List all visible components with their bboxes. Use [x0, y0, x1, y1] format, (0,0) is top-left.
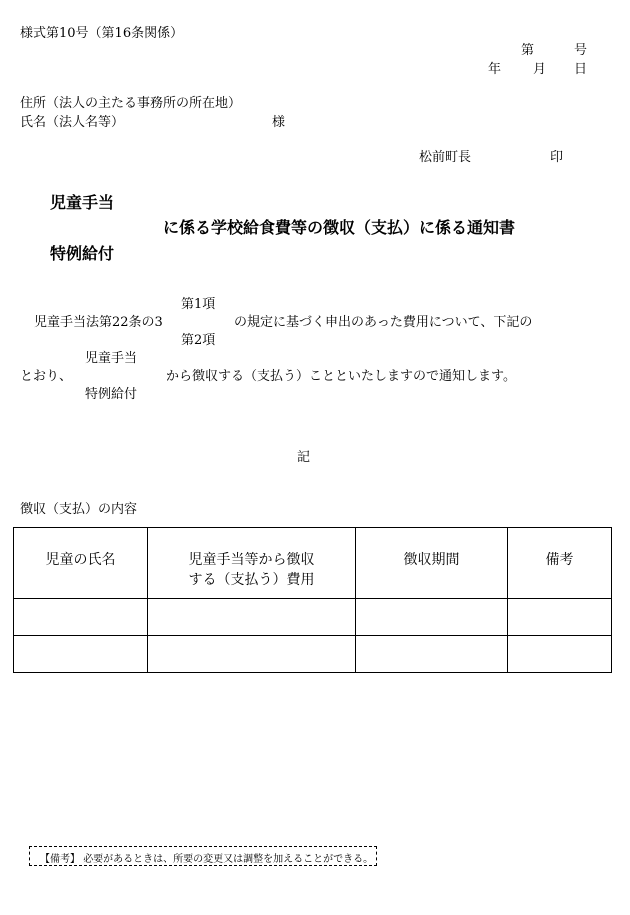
table-row	[14, 636, 612, 673]
body-line1-prefix: 児童手当法第22条の3	[34, 315, 163, 330]
remark-box	[29, 846, 377, 866]
header-collection-period: 徴収期間	[356, 528, 508, 599]
remark-text: 必要があるときは、所要の変更又は調整を加えることができる。	[83, 854, 374, 865]
table-row	[14, 599, 612, 636]
header-remarks: 備考	[508, 528, 612, 599]
heading-main: に係る学校給食費等の徴収（支払）に係る通知書	[163, 218, 516, 237]
body-line2-prefix: とおり、	[20, 369, 73, 384]
cell-fee[interactable]	[148, 599, 356, 636]
cell-child-name[interactable]	[14, 599, 148, 636]
header-child-name: 児童の氏名	[14, 528, 148, 599]
form-number: 様式第10号（第16条関係）	[20, 26, 184, 41]
section-label: 徴収（支払）の内容	[20, 502, 138, 517]
header-fee-line2: する（支払う）費用	[188, 572, 315, 589]
cell-remarks[interactable]	[508, 636, 612, 673]
cell-period[interactable]	[356, 599, 508, 636]
remark-label: 【備考】	[40, 854, 80, 865]
body-line1-suffix: の規定に基づく申出のあった費用について、下記の	[234, 315, 533, 330]
recipient-address-label: 住所（法人の主たる事務所の所在地）	[20, 96, 242, 111]
doc-number-go: 号	[574, 43, 588, 58]
recipient-honorific: 様	[272, 115, 286, 130]
header-fee-line1: 児童手当等から徴収	[188, 552, 315, 568]
heading-option-child-allowance: 児童手当	[50, 193, 115, 212]
cell-period[interactable]	[356, 636, 508, 673]
benefit-option-2: 特例給付	[85, 387, 138, 402]
header-fee	[148, 528, 356, 599]
table-header-row	[14, 528, 612, 599]
issuer-title: 松前町長	[419, 150, 472, 165]
doc-number-dai: 第	[521, 43, 535, 58]
cell-child-name[interactable]	[14, 636, 148, 673]
body-line2-suffix: から徴収する（支払う）ことといたしますので通知します。	[166, 369, 516, 384]
clause-option-2: 第2項	[181, 333, 216, 348]
heading-option-special-benefit: 特例給付	[50, 244, 115, 263]
ki-marker: 記	[297, 450, 311, 465]
date-year: 年	[488, 62, 502, 77]
clause-option-1: 第1項	[181, 297, 216, 312]
cell-remarks[interactable]	[508, 599, 612, 636]
recipient-name-label: 氏名（法人名等）	[20, 115, 125, 130]
benefit-option-1: 児童手当	[85, 351, 138, 366]
cell-fee[interactable]	[148, 636, 356, 673]
collection-table	[13, 527, 612, 673]
date-day: 日	[574, 62, 588, 77]
issuer-seal: 印	[550, 150, 564, 165]
date-month: 月	[533, 62, 547, 77]
